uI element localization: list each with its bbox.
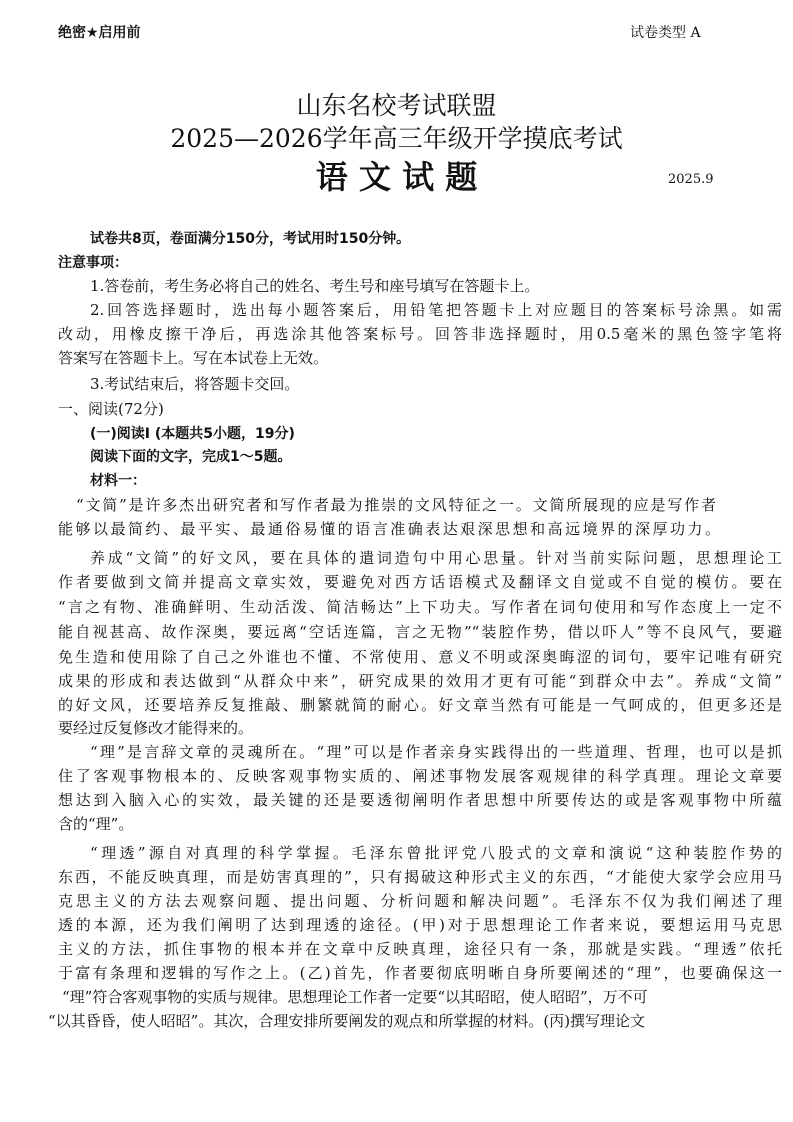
section-title: 一、阅读(72分) xyxy=(58,400,164,418)
passage-line: 免生造和使用除了自己之外谁也不懂、不常使用、意义不明或深奥晦涩的词句，要牢记唯有研究 xyxy=(58,648,782,666)
passage-line: 的好文风，还要培养反复推敲、删繁就简的耐心。好文章当然有可能是一气呵成的，但更多还是 xyxy=(58,696,782,714)
passage-line: 能自视甚高、故作深奥，要远离“空话连篇，言之无物”“装腔作势，借以吓人”等不良风气，要避 xyxy=(58,623,782,641)
passage-line: “以其昏昏，使人昭昭”。其次，合理安排所要阐发的观点和所掌握的材料。(丙)撰写理论文 xyxy=(48,1012,646,1030)
exam-date: 2025.9 xyxy=(668,172,714,187)
material-label: 材料一： xyxy=(90,473,146,489)
note-line: 改动，用橡皮擦干净后，再选涂其他答案标号。回答非选择题时，用0.5毫米的黑色签字笔将 xyxy=(58,325,782,343)
passage-line: “文简”是许多杰出研究者和写作者最为推崇的文风特征之一。文简所展现的应是写作者 xyxy=(76,496,716,514)
notes-heading: 注意事项： xyxy=(58,255,128,271)
passage-line: 能够以最简约、最平实、最通俗易懂的语言准确表达艰深思想和高远境界的深厚功力。 xyxy=(58,520,720,538)
note-line: 2.回答选择题时，选出每小题答案后，用铅笔把答题卡上对应题目的答案标号涂黑。如需 xyxy=(90,301,782,319)
passage-line: 克思主义的方法去观察问题、提出问题、分析问题和解决问题”。毛泽东不仅为我们阐述了理 xyxy=(58,892,782,910)
passage-line: 含的“理”。 xyxy=(58,815,134,833)
passage-line: 想达到入脑入心的实效，最关键的还是要透彻阐明作者思想中所要传达的或是客观事物中所蕴 xyxy=(58,791,782,809)
passage-line: 透的本源，还为我们阐明了达到理透的途径。(甲)对于思想理论工作者来说，要想运用马克思 xyxy=(58,916,782,934)
paper-type-label: 试卷类型 A xyxy=(630,25,701,41)
passage-line: “理”符合客观事物的实质与规律。思想理论工作者一定要“以其昭昭，使人昭昭”，万不可 xyxy=(62,988,648,1006)
passage-line: 于富有条理和逻辑的写作之上。(乙)首先，作者要彻底明晰自身所要阐述的“理”，也要确保这一 xyxy=(58,964,782,982)
passage-line: 东西，不能反映真理，而是妨害真理的”，只有揭破这种形式主义的东西，“才能使大家学会应用马 xyxy=(58,868,782,886)
subsection-title: (一)阅读I (本题共5小题，19分) xyxy=(90,426,295,442)
passage-line: 养成“文简”的好文风，要在具体的遣词造句中用心思量。针对当前实际问题，思想理论工 xyxy=(90,549,782,567)
passage-line: 成果的形成和表达做到“从群众中来”，研究成果的效用才更有可能“到群众中去”。养成“文简” xyxy=(58,672,782,690)
passage-line: 住了客观事物根本的、反映客观事物实质的、阐述事物发展客观规律的科学真理。理论文章要 xyxy=(58,767,782,785)
subject-title: 语 文 试 题 xyxy=(315,158,478,196)
confidential-label: 绝密★启用前 xyxy=(58,25,141,41)
note-line: 1.答卷前，考生务必将自己的姓名、考生号和座号填写在答题卡上。 xyxy=(90,277,540,295)
exam-info: 试卷共8页，卷面满分150分，考试用时150分钟。 xyxy=(90,231,411,247)
exam-title: 2025—2026学年高三年级开学摸底考试 xyxy=(170,124,623,153)
instruction: 阅读下面的文字，完成1～5题。 xyxy=(90,449,292,465)
passage-line: 作者要做到文简并提高文章实效，要避免对西方话语模式及翻译文自觉或不自觉的模仿。要在 xyxy=(58,573,782,591)
passage-line: “理”是言辞文章的灵魂所在。“理”可以是作者亲身实践得出的一些道理、哲理，也可以是抓 xyxy=(90,743,782,761)
organization-title: 山东名校考试联盟 xyxy=(296,91,497,120)
note-line: 答案写在答题卡上。写在本试卷上无效。 xyxy=(58,349,329,367)
passage-line: “理透”源自对真理的科学掌握。毛泽东曾批评党八股式的文章和演说“这种装腔作势的 xyxy=(90,844,782,862)
note-line: 3.考试结束后，将答题卡交回。 xyxy=(90,375,300,393)
passage-line: “言之有物、准确鲜明、生动活泼、简洁畅达”上下功夫。写作者在词句使用和写作态度上一定不 xyxy=(58,598,782,616)
passage-line: 要经过反复修改才能得来的。 xyxy=(58,719,254,737)
passage-line: 主义的方法，抓住事物的根本并在文章中反映真理，途径只有一条，那就是实践。“理透”依托 xyxy=(58,940,782,958)
